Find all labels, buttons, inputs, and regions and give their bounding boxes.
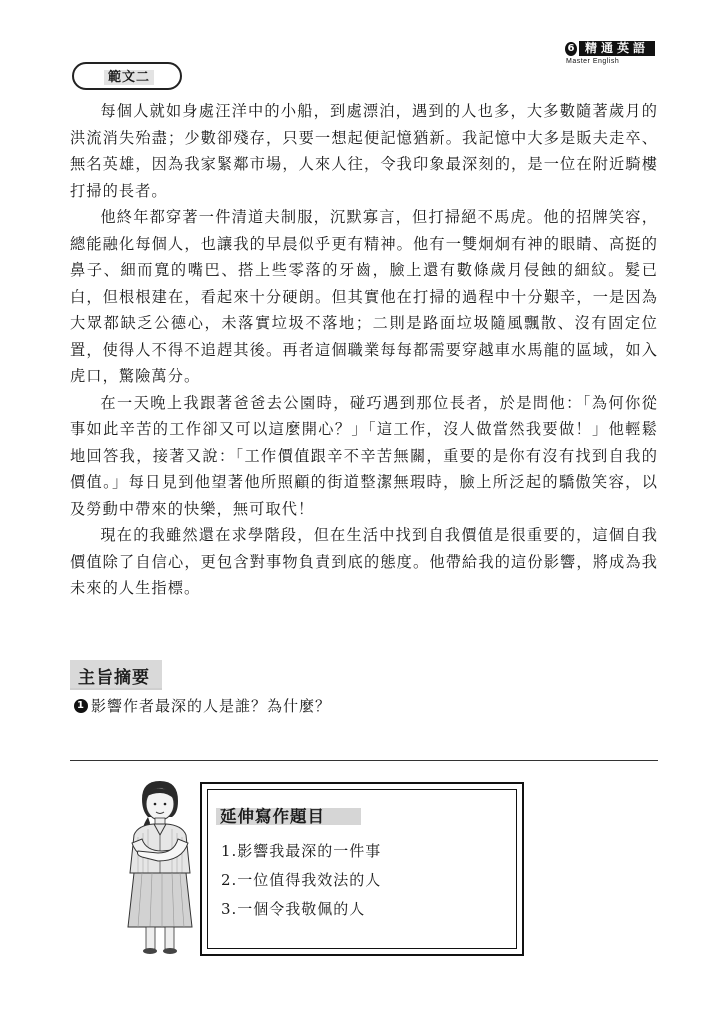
essay-paragraph-2: 他終年都穿著一件清道夫制服，沉默寡言，但打掃絕不馬虎。他的招牌笑容，總能融化每個人，也讓我的早晨似乎更有精神。他有一雙炯炯有神的眼睛、高挺的鼻子、細而寬的嘴巴、搭上些零落的牙齒，臉上還有數條歲月侵蝕的細紋。髮已白，但根根建在，看起來十分硬朗。但其實他在打掃的過程中十分艱辛，一是因為大眾都缺乏公德心，未落實垃圾不落地；二則是路面垃圾隨風飄散、沒有固定位置，使得人不得不追趕其後。再者這個職業每每都需要穿越車水馬龍的區域，如入虎口，驚險萬分。	[70, 208, 658, 385]
question-number-badge: 1	[74, 699, 88, 713]
brand-title: 精通英語	[579, 41, 655, 56]
topic-item-2: 2.一位值得我效法的人	[221, 871, 382, 889]
essay-paragraph-4: 現在的我雖然還在求學階段，但在生活中找到自我價值是很重要的，這個自我價值除了自信心，更包含對事物負責到底的態度。他帶給我的這份影響，將成為我未來的人生指標。	[70, 526, 658, 597]
extension-title: 延伸寫作題目	[220, 807, 325, 826]
essay-label-pill	[72, 62, 182, 90]
extension-topics-box	[200, 782, 524, 956]
essay-label: 範文二	[104, 70, 154, 85]
extension-topics-inner-frame	[207, 789, 517, 949]
essay-body	[70, 98, 658, 602]
essay-paragraph-1: 每個人就如身處汪洋中的小船，到處漂泊，遇到的人也多，大多數隨著歲月的洪流消失殆盡；少數卻殘存，只要一想起便記憶猶新。我記憶中大多是販夫走卒、無名英雄，因為我家緊鄰市場，人來人往，令我印象最深刻的，是一位在附近騎樓打掃的長者。	[70, 102, 658, 200]
topic-item-1: 1.影響我最深的一件事	[221, 842, 382, 860]
summary-question	[74, 695, 331, 716]
brand-number-badge: 6	[565, 42, 577, 56]
section-divider	[70, 760, 658, 761]
question-text: 影響作者最深的人是誰？為什麼？	[91, 697, 332, 715]
brand-subtitle: Master English	[566, 58, 620, 65]
summary-section-label	[70, 660, 162, 690]
essay-paragraph-3: 在一天晚上我跟著爸爸去公園時，碰巧遇到那位長者，於是問他：「為何你從事如此辛苦的工作卻又可以這麼開心？」「這工作，沒人做當然我要做！」他輕鬆地回答我，接著又說：「工作價值跟辛不辛苦無關，重要的是你有沒有找到自我的價值。」每日見到他望著他所照顧的街道整潔無瑕時，臉上所泛起的驕傲笑容，以及勞動中帶來的快樂，無可取代！	[70, 393, 658, 518]
summary-label-text: 主旨摘要	[78, 668, 150, 688]
woman-illustration	[112, 777, 204, 955]
topic-item-3: 3.一個令我敬佩的人	[221, 900, 366, 918]
brand-header	[565, 40, 655, 66]
